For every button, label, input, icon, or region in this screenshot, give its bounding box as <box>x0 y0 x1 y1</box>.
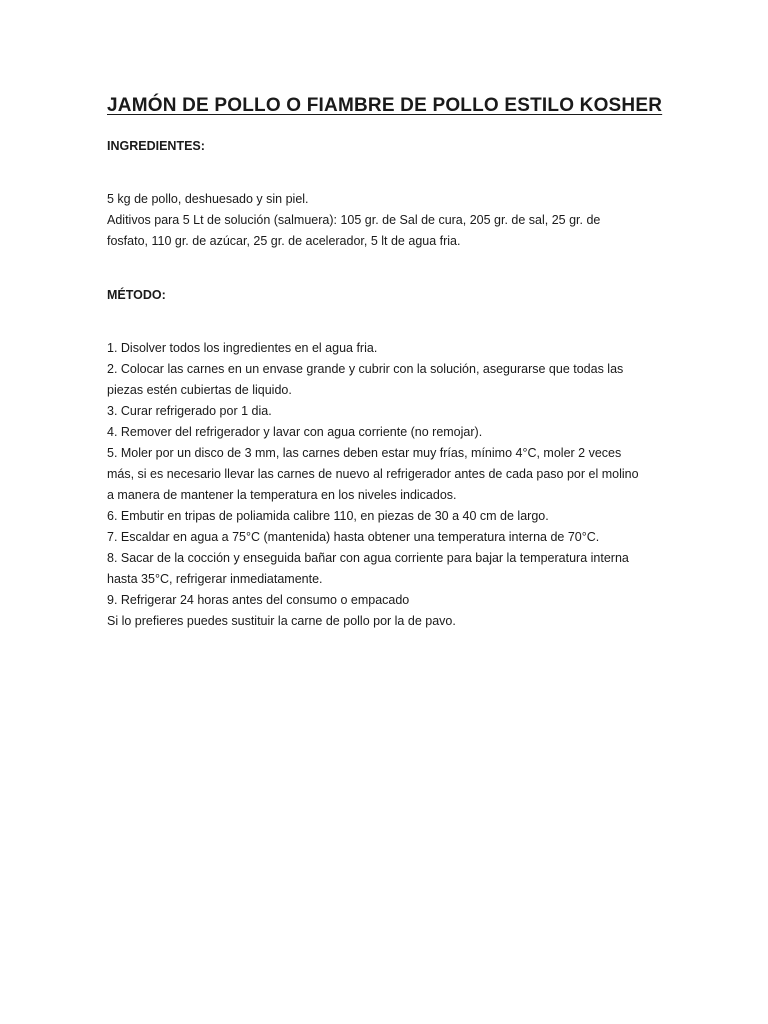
method-line: 9. Refrigerar 24 horas antes del consumo o empacado <box>107 593 410 607</box>
method-line: hasta 35°C, refrigerar inmediatamente. <box>107 572 323 586</box>
method-line: 1. Disolver todos los ingredientes en el agua fria. <box>107 341 378 355</box>
method-line: 7. Escaldar en agua a 75°C (mantenida) hasta obtener una temperatura interna de 70°C. <box>107 530 600 544</box>
ingredients-line: fosfato, 110 gr. de azúcar, 25 gr. de acelerador, 5 lt de agua fria. <box>107 234 461 248</box>
method-line: Si lo prefieres puedes sustituir la carne de pollo por la de pavo. <box>107 614 456 628</box>
method-line: 5. Moler por un disco de 3 mm, las carnes deben estar muy frías, mínimo 4°C, moler 2 veces <box>107 446 622 460</box>
method-line: a manera de mantener la temperatura en los niveles indicados. <box>107 488 457 502</box>
method-line: más, si es necesario llevar las carnes de nuevo al refrigerador antes de cada paso por el molino <box>107 467 639 481</box>
method-line: 8. Sacar de la cocción y enseguida bañar con agua corriente para bajar la temperatura interna <box>107 551 629 565</box>
ingredients-line: Aditivos para 5 Lt de solución (salmuera): 105 gr. de Sal de cura, 205 gr. de sal, 25 gr. de <box>107 213 601 227</box>
method-heading: MÉTODO: <box>107 288 166 302</box>
ingredients-line: 5 kg de pollo, deshuesado y sin piel. <box>107 192 309 206</box>
method-line: 3. Curar refrigerado por 1 dia. <box>107 404 272 418</box>
ingredients-heading: INGREDIENTES: <box>107 139 205 153</box>
method-line: piezas estén cubiertas de liquido. <box>107 383 292 397</box>
document-content <box>107 92 667 632</box>
method-block <box>107 338 667 632</box>
method-line: 6. Embutir en tripas de poliamida calibre 110, en piezas de 30 a 40 cm de largo. <box>107 509 549 523</box>
method-line: 4. Remover del refrigerador y lavar con agua corriente (no remojar). <box>107 425 483 439</box>
ingredients-block <box>107 189 667 252</box>
document-title: JAMÓN DE POLLO O FIAMBRE DE POLLO ESTILO KOSHER <box>107 95 663 116</box>
method-line: 2. Colocar las carnes en un envase grande y cubrir con la solución, asegurarse que todas las <box>107 362 624 376</box>
